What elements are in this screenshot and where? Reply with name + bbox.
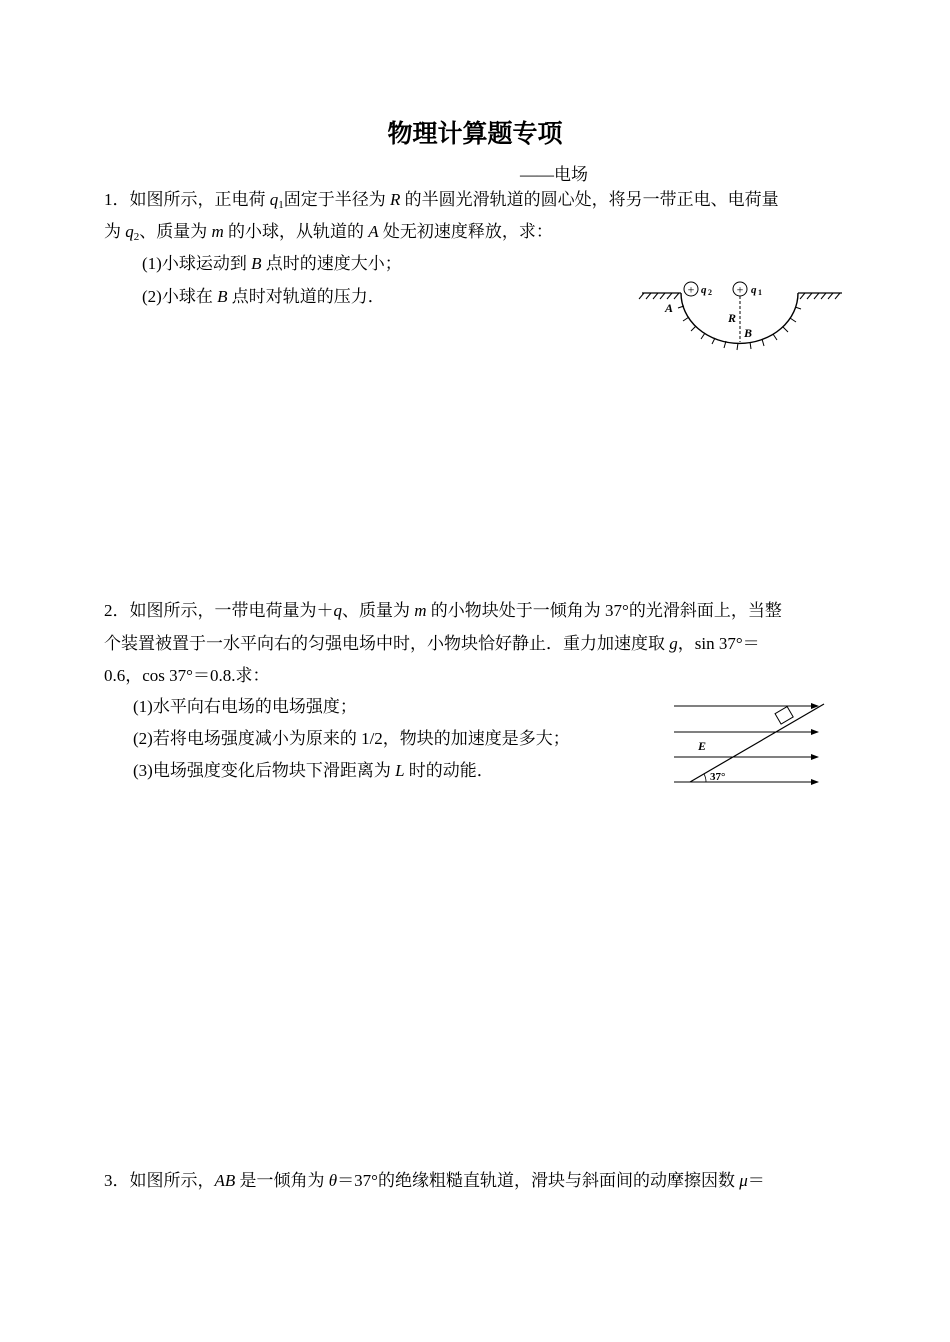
svg-text:+: + (687, 282, 695, 297)
svg-text:q: q (751, 284, 757, 296)
q2-line3: 0.6，cos 37°＝0.8.求： (104, 666, 270, 685)
svg-text:1: 1 (758, 288, 762, 297)
svg-text:+: + (736, 282, 744, 297)
q2-subquestion-2: (2)若将电场强度减小为原来的 1/2，物块的加速度是多大； (133, 729, 570, 748)
q3-line1: 3．如图所示，AB 是一倾角为 θ＝37°的绝缘粗糙直轨道，滑块与斜面间的动摩擦因数 μ＝ (104, 1171, 765, 1190)
q2-subquestion-1: (1)水平向右电场的电场强度； (133, 697, 357, 716)
q1-subquestion-2: (2)小球在 B 点时对轨道的压力． (142, 287, 385, 306)
q1-subquestion-1: (1)小球运动到 B 点时的速度大小； (142, 254, 402, 273)
q2-subquestion-3: (3)电场强度变化后物块下滑距离为 L 时的动能． (133, 761, 494, 780)
page-title: 物理计算题专项 (387, 119, 563, 148)
q1-line1: 1．如图所示，正电荷 $q_1$固定于半径为 R 的半圆光滑轨道的圆心处，将另一带正电、电荷量 (104, 190, 779, 211)
q2-line1: 2．如图所示，一带电荷量为＋q、质量为 m 的小物块处于一倾角为 37°的光滑斜面上，当整 (104, 601, 782, 620)
svg-text:R: R (728, 311, 737, 325)
svg-text:37°: 37° (710, 771, 726, 783)
q2-incline-field-figure (668, 696, 828, 788)
q2-line2: 个装置被置于一水平向右的匀强电场中时，小物块恰好静止．重力加速度取 g，sin 37°＝ (104, 634, 760, 653)
svg-text:B: B (744, 326, 753, 340)
svg-text:E: E (698, 739, 707, 753)
svg-text:q: q (701, 284, 707, 296)
page-subtitle: ——电场 (520, 165, 588, 184)
svg-text:2: 2 (708, 288, 712, 297)
q1-semicircle-track-figure (638, 276, 848, 356)
q1-line2: 为 $q_2$、质量为 m 的小球，从轨道的 A 处无初速度释放，求： (104, 222, 553, 243)
svg-text:A: A (665, 301, 674, 315)
